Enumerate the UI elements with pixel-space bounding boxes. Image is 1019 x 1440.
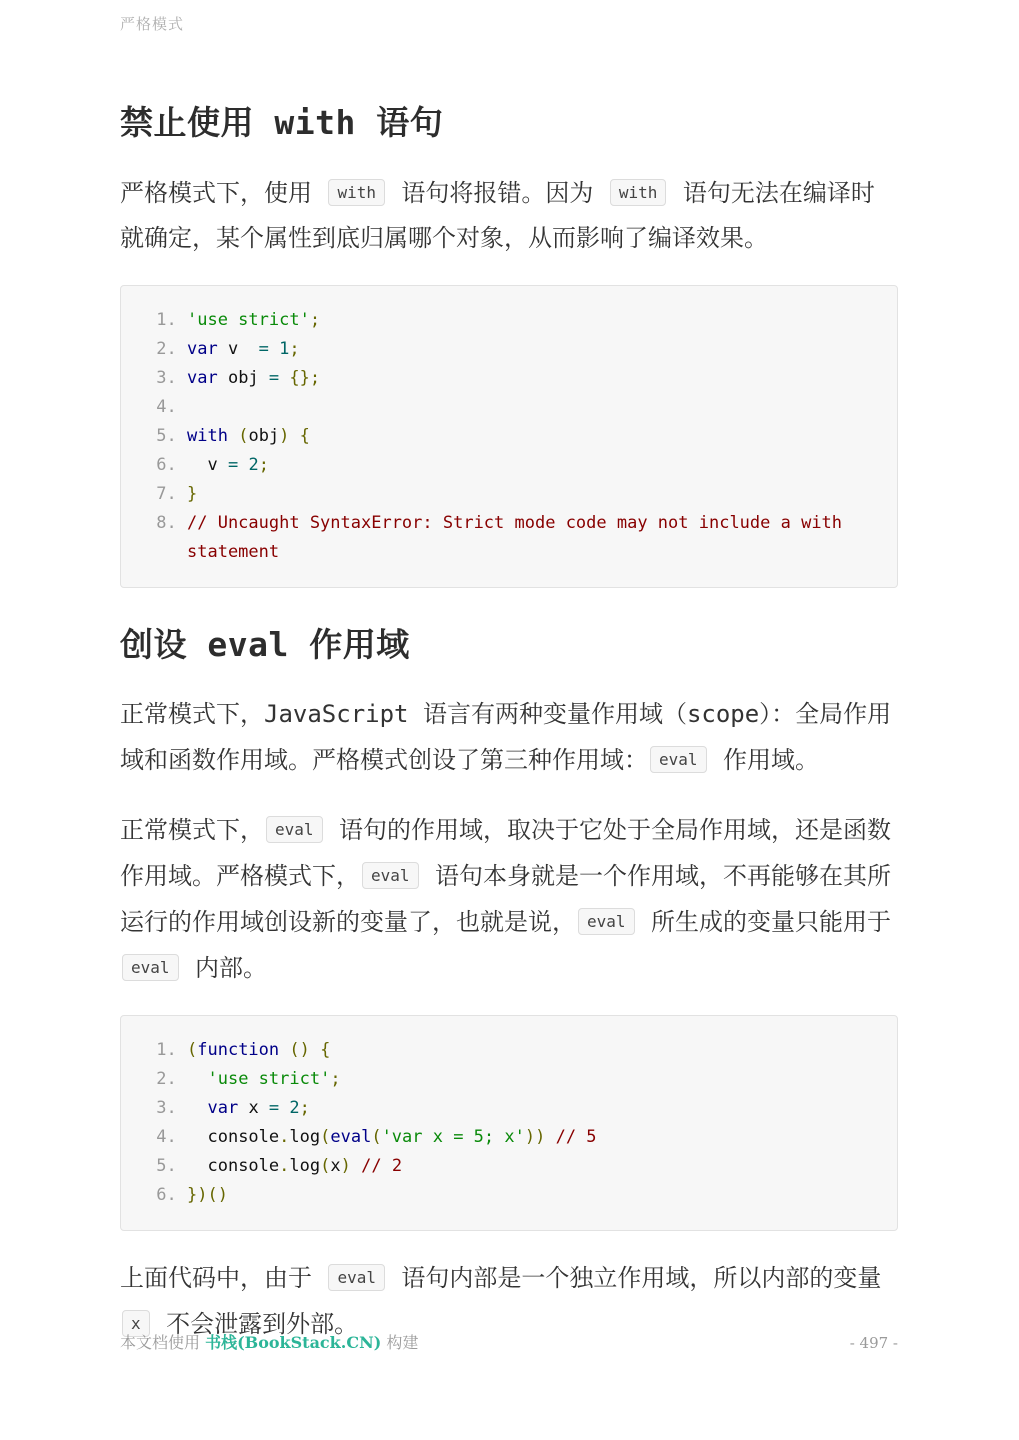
running-title: 严格模式 xyxy=(120,15,185,33)
code-token: ; xyxy=(330,1069,341,1089)
code-block xyxy=(120,285,898,588)
code-token xyxy=(187,1069,207,1089)
inline-code: eval xyxy=(650,746,707,773)
code-line xyxy=(187,1123,879,1152)
code-token: // 5 xyxy=(555,1127,597,1147)
code-token: ( xyxy=(320,1127,331,1147)
page-content xyxy=(120,0,898,1347)
code-line xyxy=(187,451,879,480)
paragraph-text: 严格模式下，使用 xyxy=(120,179,327,207)
code-token: log xyxy=(289,1127,321,1147)
code-token: })() xyxy=(187,1185,228,1205)
code-token: x xyxy=(238,1098,269,1118)
code-line xyxy=(187,1094,879,1123)
footer-credit-prefix: 本文档使用 xyxy=(120,1333,206,1352)
code-token xyxy=(187,1098,207,1118)
code-token: var xyxy=(187,339,218,359)
code-block xyxy=(120,1015,898,1231)
code-token: } xyxy=(187,484,198,504)
code-token: eval xyxy=(330,1127,372,1147)
code-token xyxy=(238,455,248,475)
code-token: ; xyxy=(309,368,321,388)
code-token: = xyxy=(258,339,269,359)
code-token: ) xyxy=(279,426,290,446)
paragraph-text: 作用域。 xyxy=(708,746,819,774)
paragraph xyxy=(120,692,898,783)
code-token xyxy=(279,368,289,388)
code-token: 1 xyxy=(279,339,290,359)
code-token: ( xyxy=(371,1127,382,1147)
paragraph-text: 语句无法在编译时就确定，某个属性到底归属哪个对象，从而影响了编译效果。 xyxy=(120,179,875,252)
code-token: 'use strict' xyxy=(207,1069,331,1089)
code-token: 'var x = 5; x' xyxy=(381,1127,525,1147)
bookstack-link[interactable]: 书栈(BookStack.CN) xyxy=(205,1333,382,1352)
inline-code: eval xyxy=(362,862,419,889)
paragraph-text: 所生成的变量只能用于 xyxy=(636,908,891,936)
code-token: ; xyxy=(289,339,300,359)
code-token: = xyxy=(268,368,280,388)
code-token: function xyxy=(197,1040,280,1060)
paragraph-text: 内部。 xyxy=(180,954,267,982)
paragraph-text: 语句将报错。因为 xyxy=(386,179,608,207)
inline-code: eval xyxy=(578,908,635,935)
code-token: = xyxy=(268,1098,280,1118)
code-line-list xyxy=(121,306,879,567)
code-line xyxy=(187,1152,879,1181)
code-token: = xyxy=(227,455,239,475)
paragraph-text: 语句的作用域，取决于它处于全局作用域，还是函数作用域。严格模式下， xyxy=(120,816,891,890)
code-line xyxy=(187,509,879,567)
code-token: var xyxy=(207,1098,239,1118)
code-line xyxy=(187,1036,879,1065)
code-token: ) xyxy=(340,1156,351,1176)
code-line-list xyxy=(121,1036,879,1210)
section-heading: 创设 eval 作用域 xyxy=(120,625,410,664)
inline-code: eval xyxy=(266,816,323,843)
code-line xyxy=(187,480,879,509)
paragraph xyxy=(120,807,898,991)
paragraph-text: 正常模式下， xyxy=(120,816,264,844)
code-line xyxy=(187,422,879,451)
code-token: obj xyxy=(217,368,269,388)
code-token: var xyxy=(187,368,218,388)
code-token: ; xyxy=(309,310,321,330)
inline-code: eval xyxy=(122,954,179,981)
code-token: () xyxy=(289,1040,310,1060)
footer-credit-suffix: 构建 xyxy=(381,1333,419,1352)
code-token xyxy=(269,339,279,359)
code-token xyxy=(279,1040,289,1060)
paragraph-text: 不会泄露到外部。 xyxy=(151,1310,359,1338)
code-line xyxy=(187,306,879,335)
code-token xyxy=(289,426,299,446)
code-token xyxy=(310,1040,320,1060)
code-token: log xyxy=(289,1156,321,1176)
code-token: 'use strict' xyxy=(187,310,310,330)
footer-credit xyxy=(120,1330,418,1353)
code-token: ; xyxy=(299,1098,310,1118)
page-footer xyxy=(120,1330,898,1353)
code-token: console xyxy=(187,1127,280,1147)
code-line xyxy=(187,1065,879,1094)
code-token: 2 xyxy=(289,1098,300,1118)
code-token: . xyxy=(279,1156,290,1176)
code-token: v xyxy=(187,455,228,475)
code-token: { xyxy=(299,426,310,446)
code-token: // 2 xyxy=(361,1156,403,1176)
code-line xyxy=(187,1181,879,1210)
code-token: console xyxy=(187,1156,280,1176)
code-token: . xyxy=(279,1127,290,1147)
code-line xyxy=(187,335,879,364)
code-token: obj xyxy=(248,426,280,446)
inline-code: with xyxy=(610,179,667,206)
code-token: { xyxy=(320,1040,331,1060)
code-token: ( xyxy=(187,1040,198,1060)
code-token xyxy=(279,1098,289,1118)
code-token: 2 xyxy=(248,455,259,475)
paragraph-text: 上面代码中，由于 xyxy=(120,1264,327,1292)
paragraph-text: 正常模式下，JavaScript 语言有两种变量作用域（scope）：全局作用域和函数作用域。严格模式创设了第三种作用域： xyxy=(120,700,892,774)
code-line xyxy=(187,393,879,422)
inline-code: with xyxy=(328,179,385,206)
paragraph xyxy=(120,170,898,261)
code-token: x xyxy=(330,1156,341,1176)
code-token: ( xyxy=(320,1156,331,1176)
inline-code: eval xyxy=(328,1264,385,1291)
inline-code: x xyxy=(122,1310,150,1337)
section-heading: 禁止使用 with 语句 xyxy=(120,103,444,142)
code-token xyxy=(545,1127,555,1147)
page-number: - 497 - xyxy=(849,1334,898,1352)
code-token xyxy=(228,426,238,446)
code-token: ( xyxy=(238,426,249,446)
paragraph-text: 语句本身就是一个作用域，不再能够在其所运行的作用域创设新的变量了，也就是说， xyxy=(120,862,891,936)
code-token: )) xyxy=(524,1127,546,1147)
code-line xyxy=(187,364,879,393)
code-token: ; xyxy=(258,455,269,475)
paragraph-text: 语句内部是一个独立作用域，所以内部的变量 xyxy=(386,1264,882,1292)
code-token: {} xyxy=(289,368,310,388)
code-token: with xyxy=(187,426,228,446)
code-token: // Uncaught SyntaxError: Strict mode code may not include a with statement xyxy=(187,513,853,562)
code-token xyxy=(351,1156,361,1176)
code-token: v xyxy=(217,339,259,359)
